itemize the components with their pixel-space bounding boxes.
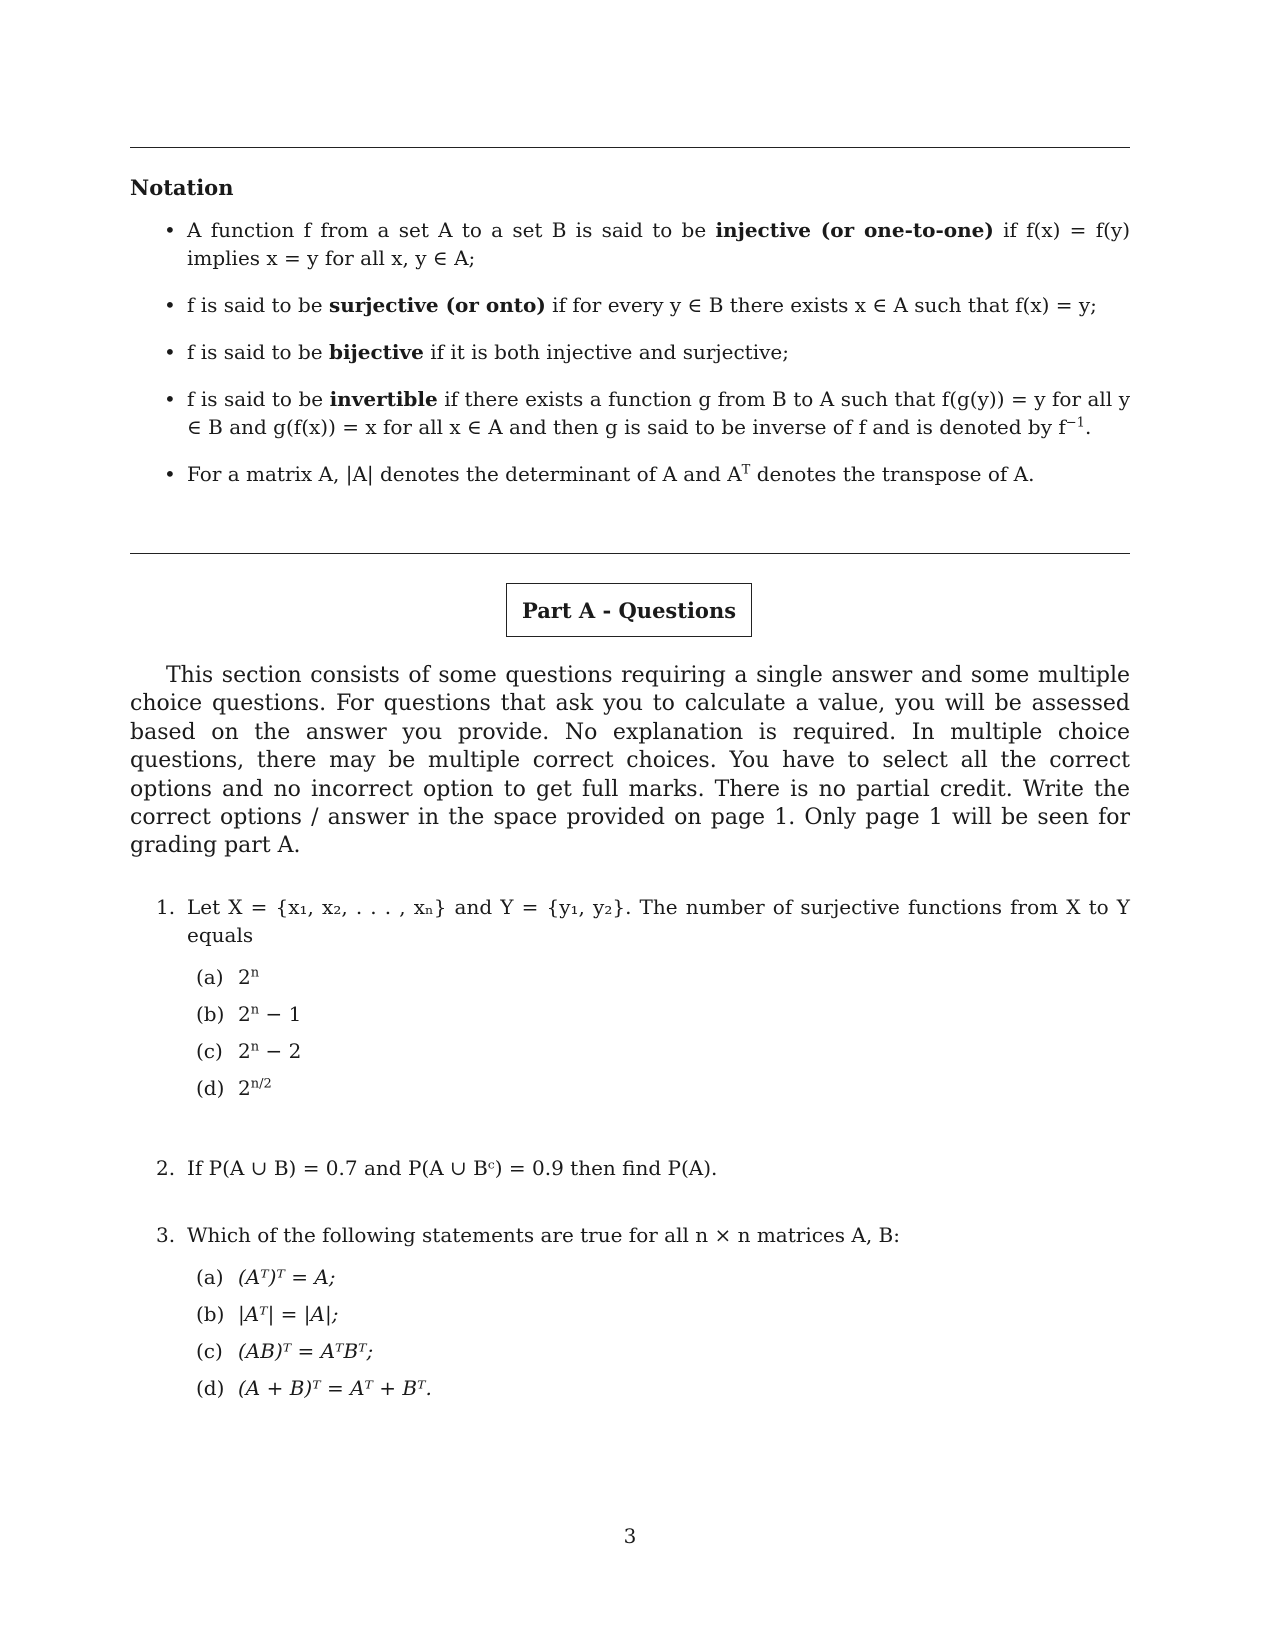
part-a-title: Part A - Questions (521, 597, 737, 623)
option-label: (a) (196, 1265, 224, 1289)
notation-heading: Notation (130, 175, 234, 200)
section-divider (130, 553, 1130, 554)
bullet-icon: • (164, 218, 176, 242)
option-label: (c) (196, 1339, 223, 1363)
page-number: 3 (623, 1524, 637, 1548)
notation-item-matrix: • For a matrix A, |A| denotes the determinant of A and $A^T$ denotes the transpose of A. (164, 462, 1035, 486)
part-a-title-box (506, 583, 752, 637)
bullet-icon: • (164, 462, 176, 486)
option-a (130, 959, 1130, 996)
notation-item-invertible: • f is said to be invertible if there exists a function g from B to A such that f(g(y)) = y for all y ∈ B and g(f(x)) = x for all x ∈ A and then g is said to be inverse of f and is denoted by $f^{-1}$. (164, 387, 1130, 439)
question-1 (130, 893, 1130, 1107)
bullet-icon: • (164, 340, 176, 364)
option-label: (a) (196, 965, 224, 989)
option-label: (b) (196, 1002, 225, 1026)
option-value: $2^n - 1$ (238, 1002, 302, 1026)
option-label: (b) (196, 1302, 225, 1326)
notation-item-surjective: • f is said to be surjective (or onto) if for every y ∈ B there exists x ∈ A such that f(x) = y; (164, 293, 1097, 317)
question-number: 1. (156, 895, 176, 919)
option-value: 2$^n$ (238, 965, 260, 989)
option-a (130, 1259, 1130, 1296)
option-value: (Aᵀ)ᵀ = A; (238, 1265, 336, 1289)
notation-item-injective: • A function f from a set A to a set B is said to be injective (or one-to-one) if f(x) = f(y) implies x = y for all x, y ∈ A; (164, 218, 1130, 270)
question-3 (130, 1221, 1130, 1407)
option-value: |Aᵀ| = |A|; (238, 1302, 339, 1326)
option-value: (AB)ᵀ = AᵀBᵀ; (238, 1339, 374, 1363)
top-divider (130, 147, 1130, 148)
option-value: $2^{n/2}$ (238, 1076, 272, 1100)
option-b (130, 1296, 1130, 1333)
option-value: (A + B)ᵀ = Aᵀ + Bᵀ. (238, 1376, 432, 1400)
question-number: 3. (156, 1223, 176, 1247)
notation-item-bijective: • f is said to be bijective if it is both injective and surjective; (164, 340, 789, 364)
option-label: (c) (196, 1039, 223, 1063)
option-c (130, 1033, 1130, 1070)
option-label: (d) (196, 1076, 225, 1100)
part-a-instructions: This section consists of some questions requiring a single answer and some multiple choice questions. For questions that ask you to calculate a value, you will be assessed based on the answer you provide. No explanation is required. In multiple choice questions, there may be multiple correct choices. You have to select all the correct options and no incorrect option to get full marks. There is no partial credit. Write the correct options / answer in the space provided on page 1. Only page 1 will be seen for grading part A. (130, 663, 1130, 859)
question-2 (130, 1154, 1130, 1182)
question-3-options (130, 1259, 1130, 1407)
bullet-icon: • (164, 387, 176, 411)
option-label: (d) (196, 1376, 225, 1400)
option-d (130, 1070, 1130, 1107)
option-b (130, 996, 1130, 1033)
question-text: Which of the following statements are true for all n × n matrices A, B: (187, 1223, 900, 1247)
bullet-icon: • (164, 293, 176, 317)
notation-list (130, 216, 1130, 507)
question-text: Let X = {x₁, x₂, . . . , xₙ} and Y = {y₁, y₂}. The number of surjective functions from X to Y equals (187, 895, 1130, 947)
option-d (130, 1370, 1130, 1407)
question-1-options (130, 959, 1130, 1107)
option-c (130, 1333, 1130, 1370)
question-number: 2. (156, 1156, 176, 1180)
question-text: If P(A ∪ B) = 0.7 and P(A ∪ Bᶜ) = 0.9 then find P(A). (187, 1156, 718, 1180)
option-value: $2^n - 2$ (238, 1039, 302, 1063)
